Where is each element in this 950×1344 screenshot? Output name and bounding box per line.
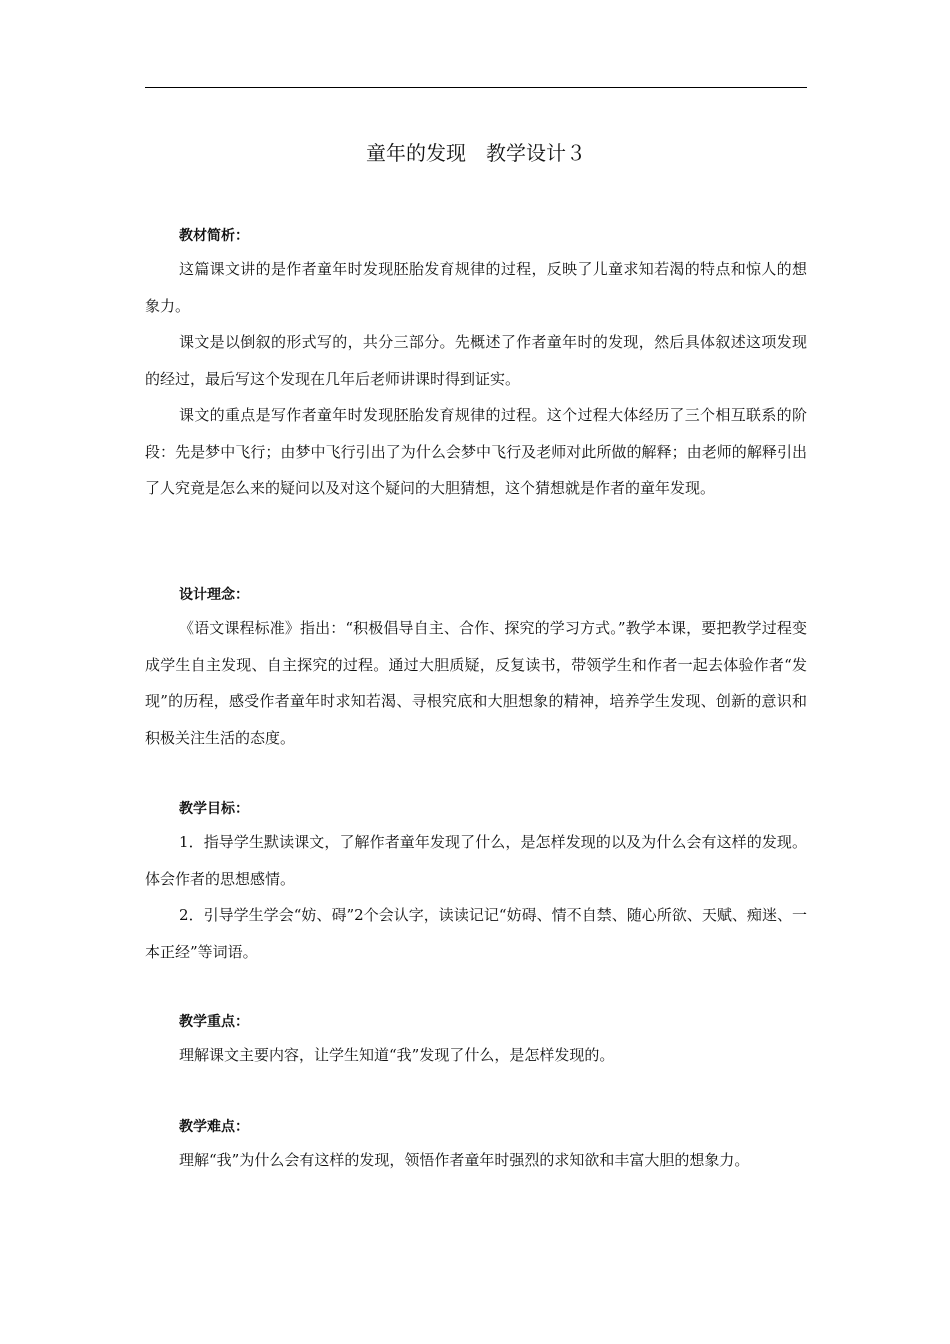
section-heading-teaching-goals: 教学目标：	[179, 801, 249, 817]
document-page	[145, 0, 807, 1344]
paragraph: 课文的重点是写作者童年时发现胚胎发育规律的过程。这个过程大体经历了三个相互联系的阶段：先是梦中飞行；由梦中飞行引出了为什么会梦中飞行及老师对此所做的解释；由老师的解释引出了人究竟是怎么来的疑问以及对这个疑问的大胆猜想，这个猜想就是作者的童年发现。	[145, 406, 807, 497]
paragraph: 《语文课程标准》指出：“积极倡导自主、合作、探究的学习方式。”教学本课，要把教学过程变成学生自主发现、自主探究的过程。通过大胆质疑，反复读书，带领学生和作者一起去体验作者“发现”的历程，感受作者童年时求知若渴、寻根究底和大胆想象的精神，培养学生发现、创新的意识和积极关注生活的态度。	[145, 619, 807, 747]
section-heading-teaching-difficulty: 教学难点：	[179, 1119, 249, 1135]
paragraph: 1．指导学生默读课文，了解作者童年发现了什么，是怎样发现的以及为什么会有这样的发现。体会作者的思想感情。	[145, 833, 807, 888]
section-heading-teaching-focus: 教学重点：	[179, 1014, 249, 1030]
section-heading-textbook-analysis: 教材简析：	[179, 228, 249, 244]
header-rule	[145, 87, 807, 88]
paragraph: 2．引导学生学会“妨、碍”2个会认字，读读记记“妨碍、情不自禁、随心所欲、天赋、痴迷、一本正经”等词语。	[145, 906, 807, 961]
paragraph: 理解课文主要内容，让学生知道“我”发现了什么，是怎样发现的。	[179, 1046, 615, 1064]
paragraph: 理解“我”为什么会有这样的发现，领悟作者童年时强烈的求知欲和丰富大胆的想象力。	[179, 1151, 750, 1169]
paragraph: 这篇课文讲的是作者童年时发现胚胎发育规律的过程，反映了儿童求知若渴的特点和惊人的想象力。	[145, 260, 807, 315]
document-title: 童年的发现 教学设计３	[366, 141, 586, 165]
paragraph: 课文是以倒叙的形式写的，共分三部分。先概述了作者童年时的发现，然后具体叙述这项发现的经过，最后写这个发现在几年后老师讲课时得到证实。	[145, 333, 807, 388]
section-heading-design-concept: 设计理念：	[179, 587, 249, 603]
